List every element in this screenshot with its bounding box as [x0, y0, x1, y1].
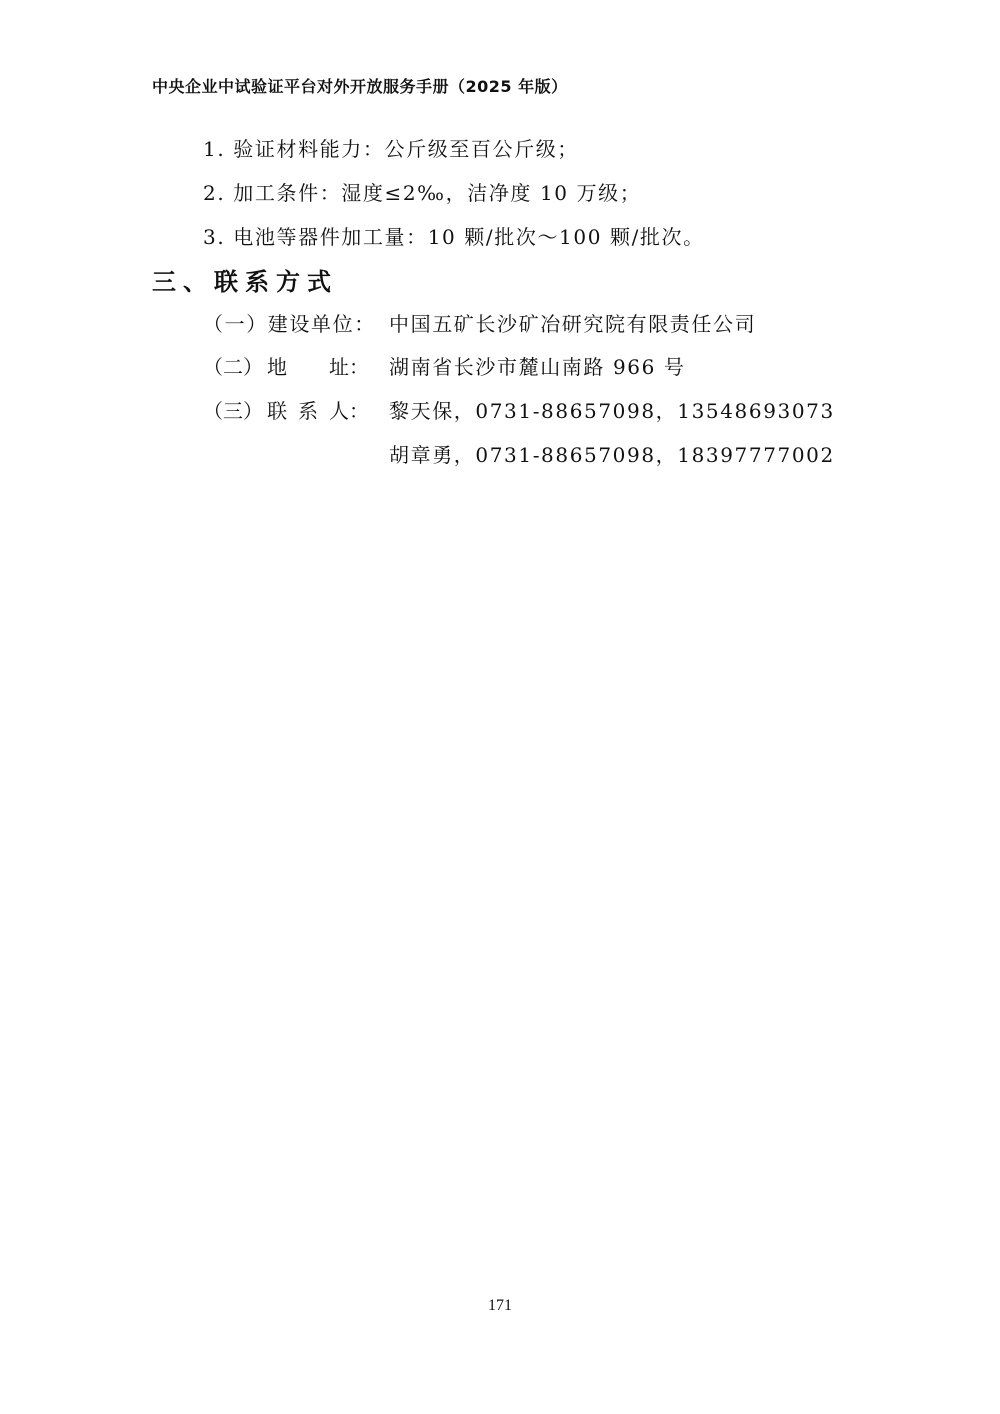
capability-item: [203, 139, 579, 159]
item-number: 1.: [203, 137, 226, 161]
contact-person-row: [203, 401, 835, 421]
item-text: 验证材料能力：公斤级至百公斤级；: [233, 137, 579, 161]
contact-address-label: [203, 357, 389, 377]
capability-item: [203, 183, 641, 203]
person-prefix: （三）: [203, 399, 263, 423]
contact-address-row: [203, 357, 686, 377]
contact-unit-row: [203, 314, 756, 334]
person-label-b: 系: [298, 399, 318, 423]
address-label-b: 址：: [329, 355, 369, 379]
contact-person-value: 胡章勇，0731-88657098，18397777002: [389, 443, 835, 467]
address-prefix: （二）: [203, 355, 263, 379]
contact-unit-label: （一）建设单位：: [203, 312, 376, 336]
person-label-c: 人：: [329, 399, 369, 423]
item-number: 2.: [203, 181, 226, 205]
item-text: 加工条件：湿度≤2‰，洁净度 10 万级；: [233, 181, 642, 205]
address-label-a: 地: [267, 355, 287, 379]
contact-person-value: 黎天保，0731-88657098，13548693073: [389, 399, 835, 423]
contact-address-value: 湖南省长沙市麓山南路 966 号: [389, 355, 686, 379]
contact-person-label: [203, 401, 389, 421]
person-label-a: 联: [267, 399, 287, 423]
running-header: 中央企业中试验证平台对外开放服务手册（2025 年版）: [152, 77, 568, 96]
contact-unit-value: 中国五矿长沙矿冶研究院有限责任公司: [389, 312, 757, 336]
section-heading: 三、联系方式: [152, 268, 338, 296]
item-number: 3.: [203, 225, 226, 249]
page-number: 171: [488, 1297, 512, 1314]
item-text: 电池等器件加工量：10 颗/批次～100 颗/批次。: [233, 225, 705, 249]
capability-item: [203, 227, 705, 247]
